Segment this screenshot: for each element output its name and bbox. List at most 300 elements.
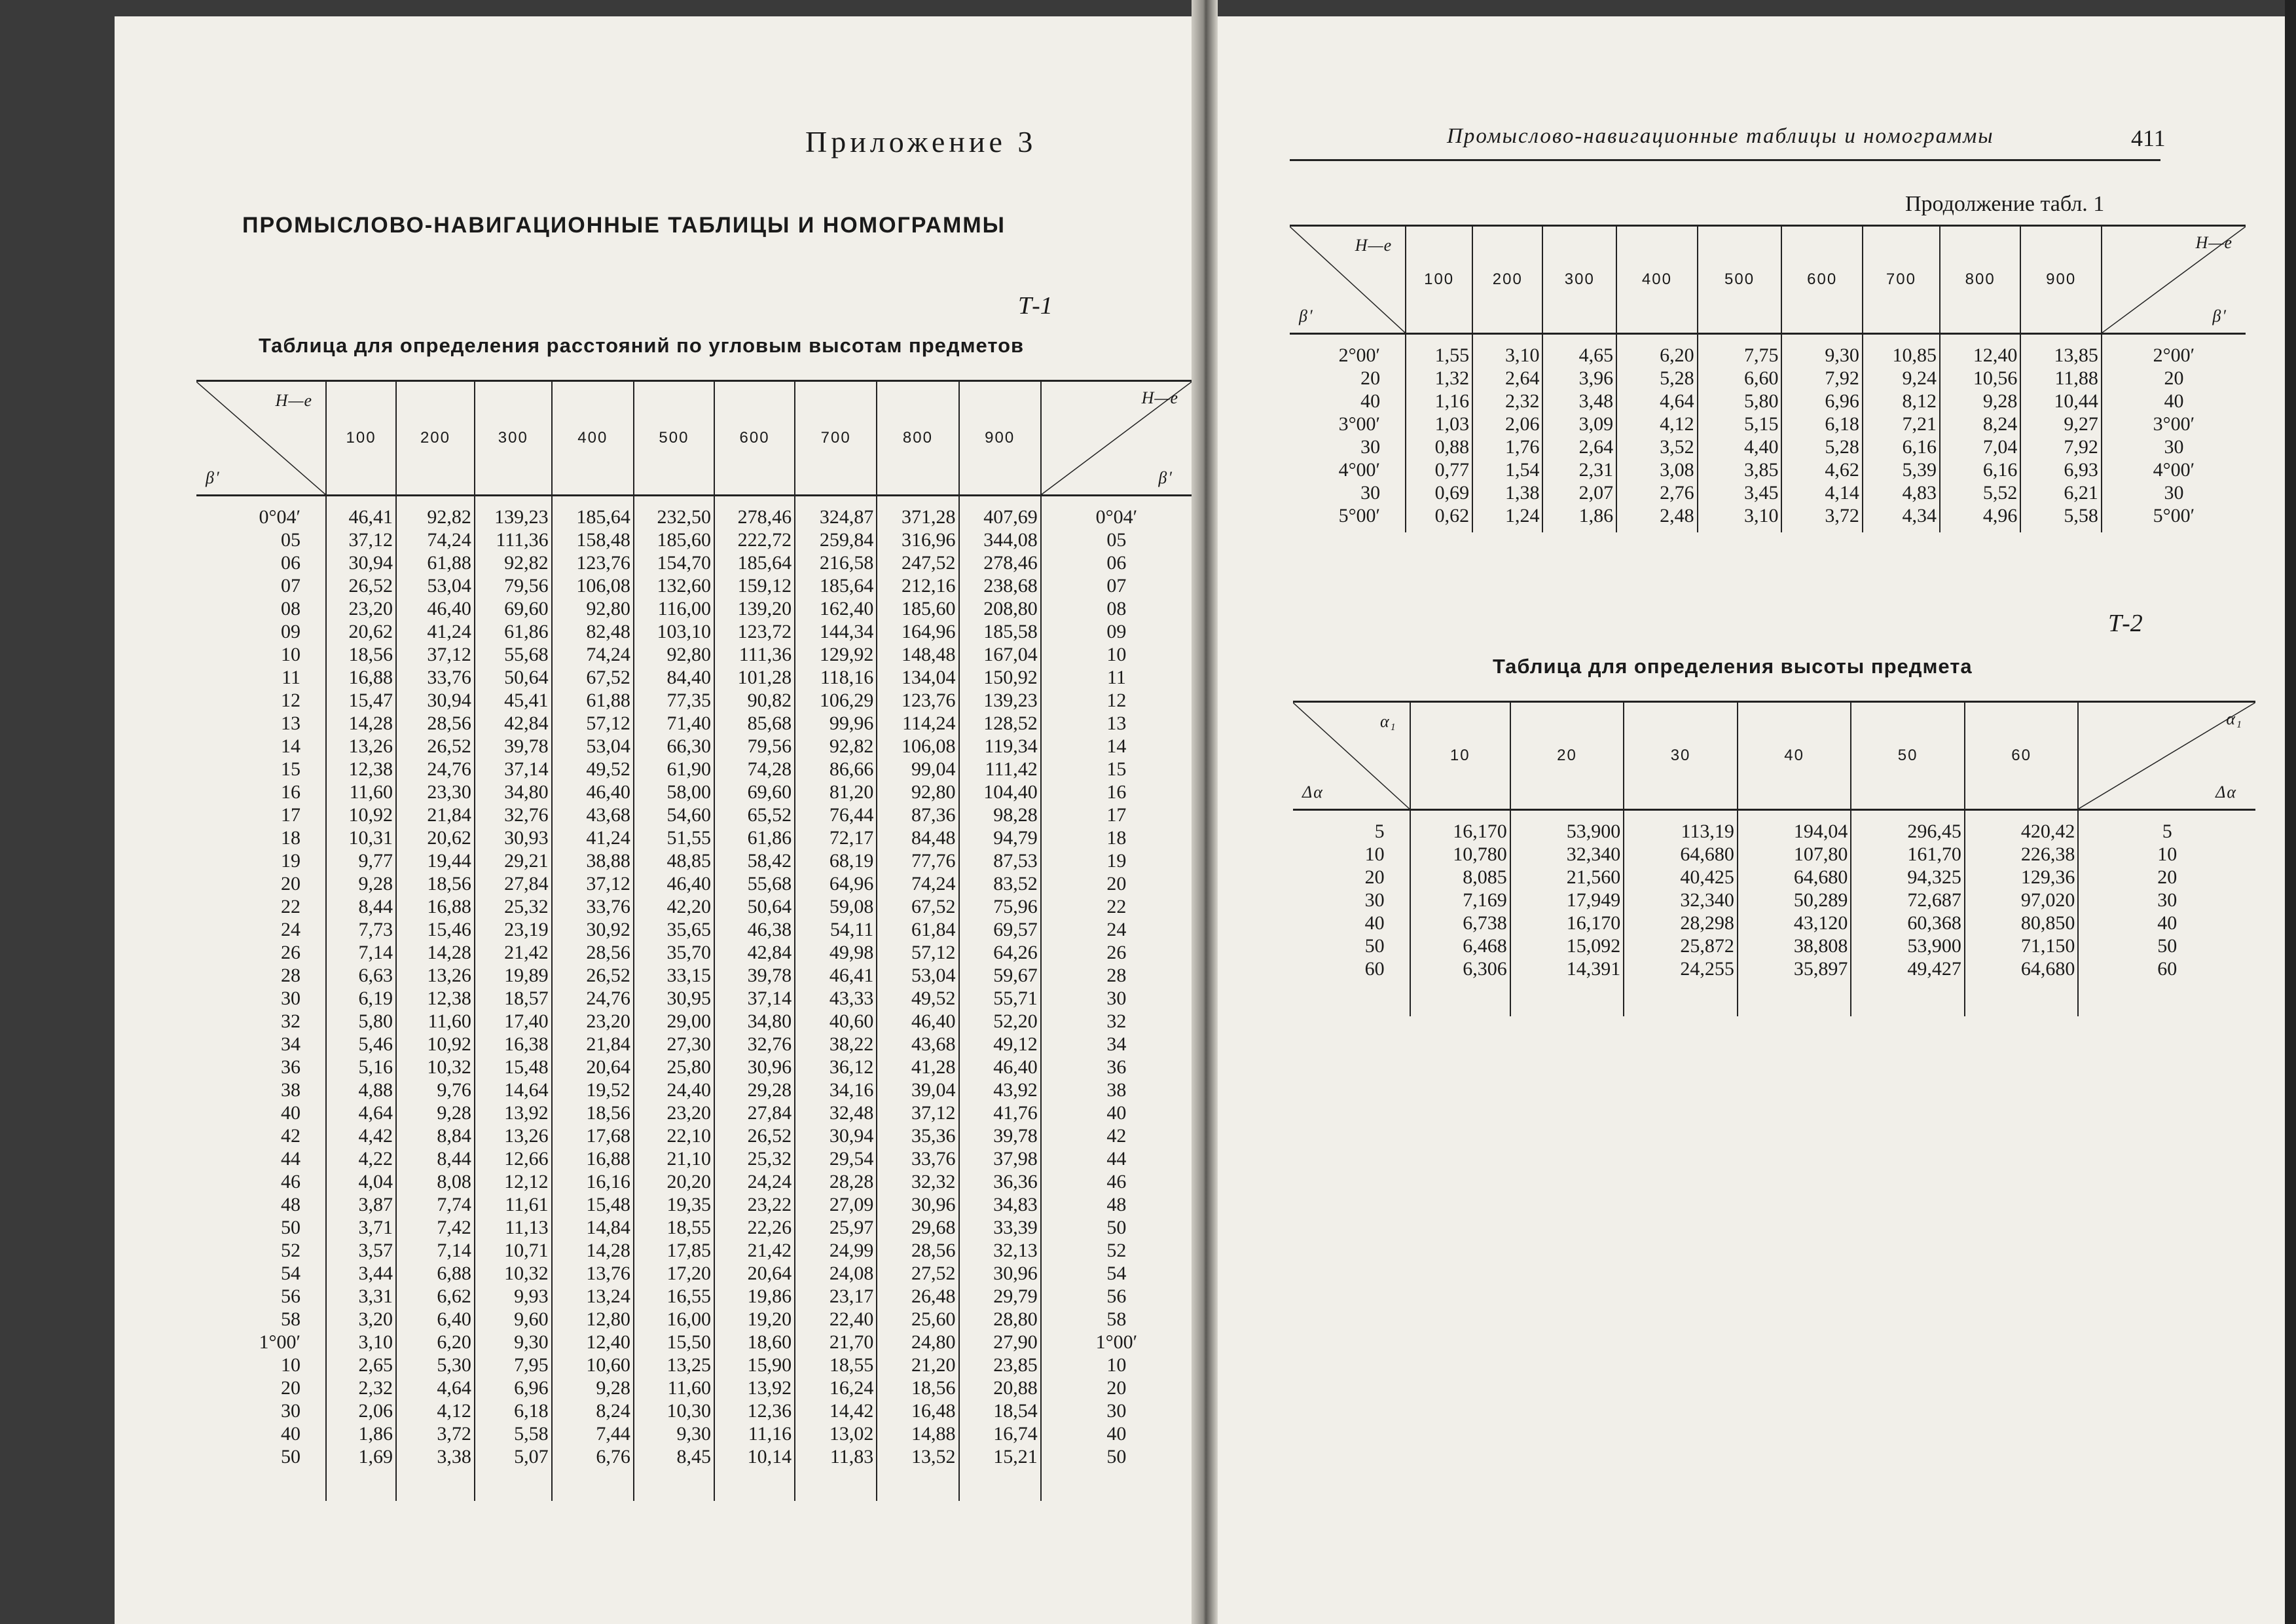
table-cell: 106,29	[795, 689, 877, 712]
table-cell: 25,872	[1624, 934, 1738, 957]
table-cell: 37,12	[552, 872, 634, 895]
row-label-left: 46	[281, 1171, 301, 1192]
corner-header-right	[1041, 381, 1192, 496]
column-header: 200	[396, 381, 475, 496]
table-cell: 83,52	[959, 872, 1041, 895]
table-cell: 71,40	[634, 712, 714, 735]
table-cell: 324,87	[795, 496, 877, 529]
table-cell: 3,44	[326, 1262, 396, 1285]
row-label-right: 18	[1041, 826, 1192, 849]
table-cell: 19,89	[475, 964, 552, 987]
table-cell: 10,60	[552, 1354, 634, 1376]
table-cell: 5,46	[326, 1033, 396, 1056]
table-cell: 11,60	[396, 1010, 475, 1033]
table-cell: 64,680	[1738, 866, 1851, 889]
table-cell: 2,48	[1616, 504, 1697, 527]
table-cell: 74,24	[877, 872, 958, 895]
table-cell: 8,24	[552, 1399, 634, 1422]
distance-table	[196, 380, 1192, 1501]
row-label-right: 36	[1041, 1056, 1192, 1079]
row-label-left: 24	[281, 919, 301, 940]
table-cell: 134,04	[877, 666, 958, 689]
row-label-left: 16	[281, 781, 301, 803]
table-cell: 64,680	[1624, 843, 1738, 866]
row-label-left: 19	[281, 850, 301, 872]
table-row	[196, 987, 1192, 1010]
column-header: 700	[795, 381, 877, 496]
table-cell: 85,68	[714, 712, 795, 735]
corner-header-right	[2102, 226, 2246, 334]
table-cell: 9,93	[475, 1285, 552, 1308]
table-cell: 16,170	[1410, 810, 1510, 843]
row-label-left: 3°00′	[1338, 413, 1381, 435]
table-cell: 5,28	[1781, 435, 1862, 458]
table-cell: 0,88	[1406, 435, 1472, 458]
table-cell: 0,62	[1406, 504, 1472, 527]
table-cell: 208,80	[959, 597, 1041, 620]
table-cell: 12,40	[552, 1331, 634, 1354]
table-cell: 11,83	[795, 1445, 877, 1468]
table-cell: 0,69	[1406, 481, 1472, 504]
table-cell: 21,84	[552, 1033, 634, 1056]
table-cell: 371,28	[877, 496, 958, 529]
table-cell: 82,48	[552, 620, 634, 643]
table-cell: 34,83	[959, 1193, 1041, 1216]
table-cell: 3,57	[326, 1239, 396, 1262]
row-label-left: 22	[281, 896, 301, 917]
table-row	[1290, 390, 2246, 413]
table-cell: 24,76	[396, 758, 475, 781]
table-cell: 10,32	[475, 1262, 552, 1285]
row-label-right: 06	[1041, 551, 1192, 574]
column-header: 100	[1406, 226, 1472, 334]
table-cell: 15,092	[1510, 934, 1624, 957]
table-cell: 11,60	[326, 781, 396, 803]
table-cell: 30,94	[326, 551, 396, 574]
table-row	[1290, 435, 2246, 458]
table-bottom-padding	[1290, 527, 2246, 532]
table-cell: 43,33	[795, 987, 877, 1010]
table-cell: 26,52	[714, 1124, 795, 1147]
table-cell: 32,13	[959, 1239, 1041, 1262]
left-page	[115, 16, 1193, 1624]
table-cell: 316,96	[877, 528, 958, 551]
table-row	[196, 551, 1192, 574]
table-cell: 9,77	[326, 849, 396, 872]
table-cell: 10,30	[634, 1399, 714, 1422]
table-cell: 194,04	[1738, 810, 1851, 843]
row-label-right: 38	[1041, 1079, 1192, 1101]
row-label-left: 07	[281, 575, 301, 597]
table-row	[196, 712, 1192, 735]
table-cell: 6,88	[396, 1262, 475, 1285]
table-cell: 4,62	[1781, 458, 1862, 481]
table-cell: 123,72	[714, 620, 795, 643]
table-cell: 247,52	[877, 551, 958, 574]
table-cell: 6,20	[1616, 334, 1697, 367]
table-cell: 34,16	[795, 1079, 877, 1101]
table-cell: 74,24	[396, 528, 475, 551]
empty-cell	[2102, 527, 2246, 532]
table-cell: 27,52	[877, 1262, 958, 1285]
table-cell: 13,26	[475, 1124, 552, 1147]
table-cell: 161,70	[1851, 843, 1965, 866]
row-label-right: 30	[2102, 435, 2246, 458]
empty-cell	[1616, 527, 1697, 532]
table-cell: 21,560	[1510, 866, 1624, 889]
table-cell: 107,80	[1738, 843, 1851, 866]
table-row	[196, 872, 1192, 895]
table-cell: 24,76	[552, 987, 634, 1010]
table-cell: 37,12	[877, 1101, 958, 1124]
table-cell: 20,64	[552, 1056, 634, 1079]
row-label-right: 09	[1041, 620, 1192, 643]
empty-cell	[1965, 980, 2079, 1016]
table-cell: 6,63	[326, 964, 396, 987]
row-label-right: 17	[1041, 803, 1192, 826]
table-cell: 61,90	[634, 758, 714, 781]
table-cell: 8,44	[396, 1147, 475, 1170]
table-cell: 61,84	[877, 918, 958, 941]
row-label-left: 18	[281, 827, 301, 849]
table-cell: 33,39	[959, 1216, 1041, 1239]
table-cell: 10,780	[1410, 843, 1510, 866]
table-cell: 4,40	[1698, 435, 1782, 458]
table-cell: 37,12	[396, 643, 475, 666]
table-cell: 238,68	[959, 574, 1041, 597]
table-cell: 72,17	[795, 826, 877, 849]
table-cell: 23,85	[959, 1354, 1041, 1376]
table-cell: 59,67	[959, 964, 1041, 987]
table-cell: 19,20	[714, 1308, 795, 1331]
row-label-right: 40	[1041, 1101, 1192, 1124]
table-row	[1290, 334, 2246, 367]
corner-bottom-label: β′	[2212, 306, 2227, 325]
table-cell: 45,41	[475, 689, 552, 712]
table-row	[1293, 866, 2255, 889]
table-row	[196, 1033, 1192, 1056]
corner-bottom-label: β′	[1299, 306, 1314, 325]
table-cell: 4,04	[326, 1170, 396, 1193]
table-cell: 17,68	[552, 1124, 634, 1147]
corner-bottom-label: β′	[206, 468, 221, 487]
table-row	[1290, 458, 2246, 481]
table-row	[196, 666, 1192, 689]
table-cell: 23,19	[475, 918, 552, 941]
table-cell: 5,30	[396, 1354, 475, 1376]
empty-cell	[552, 1468, 634, 1501]
table-cell: 4,96	[1940, 504, 2020, 527]
table-cell: 97,020	[1965, 889, 2079, 912]
column-header: 100	[326, 381, 396, 496]
empty-cell	[714, 1468, 795, 1501]
table-cell: 27,09	[795, 1193, 877, 1216]
table-cell: 23,20	[326, 597, 396, 620]
row-label-right: 42	[1041, 1124, 1192, 1147]
row-label-left: 44	[281, 1148, 301, 1170]
appendix-label: Приложение 3	[805, 125, 1037, 158]
table-cell: 222,72	[714, 528, 795, 551]
table-cell: 38,808	[1738, 934, 1851, 957]
table-cell: 53,04	[552, 735, 634, 758]
corner-header-left	[196, 381, 326, 496]
table-cell: 9,24	[1863, 367, 1940, 390]
table-cell: 74,24	[552, 643, 634, 666]
table-cell: 15,48	[552, 1193, 634, 1216]
table-cell: 24,08	[795, 1262, 877, 1285]
row-label-right: 56	[1041, 1285, 1192, 1308]
table-cell: 4,22	[326, 1147, 396, 1170]
table-cell: 18,56	[326, 643, 396, 666]
table-cell: 16,24	[795, 1376, 877, 1399]
table-cell: 9,76	[396, 1079, 475, 1101]
table-cell: 4,64	[1616, 390, 1697, 413]
empty-cell	[877, 1468, 958, 1501]
table-cell: 4,88	[326, 1079, 396, 1101]
table-cell: 2,65	[326, 1354, 396, 1376]
table-cell: 5,16	[326, 1056, 396, 1079]
column-header: 900	[2020, 226, 2101, 334]
table-cell: 53,04	[396, 574, 475, 597]
table-caption-t2: Таблица для определения высоты предмета	[1493, 655, 1973, 678]
row-label-left: 20	[281, 1377, 301, 1399]
table-cell: 16,48	[877, 1399, 958, 1422]
table-cell: 16,88	[396, 895, 475, 918]
table-cell: 41,76	[959, 1101, 1041, 1124]
table-cell: 10,92	[396, 1033, 475, 1056]
table-cell: 6,20	[396, 1331, 475, 1354]
table-cell: 4,64	[326, 1101, 396, 1124]
table-cell: 111,36	[714, 643, 795, 666]
empty-cell	[326, 1468, 396, 1501]
table-cell: 20,62	[326, 620, 396, 643]
table-cell: 3,09	[1542, 413, 1616, 435]
empty-cell	[634, 1468, 714, 1501]
table-cell: 18,60	[714, 1331, 795, 1354]
table-cell: 3,10	[1472, 334, 1542, 367]
table-cell: 14,28	[552, 1239, 634, 1262]
row-label-left: 26	[281, 942, 301, 963]
column-header: 800	[1940, 226, 2020, 334]
table-cell: 90,82	[714, 689, 795, 712]
table-cell: 3,08	[1616, 458, 1697, 481]
table-row	[196, 1354, 1192, 1376]
row-label-left: 11	[282, 667, 301, 688]
table-cell: 35,70	[634, 941, 714, 964]
table-cell: 5,58	[475, 1422, 552, 1445]
table-cell: 4,34	[1863, 504, 1940, 527]
table-cell: 49,12	[959, 1033, 1041, 1056]
empty-cell	[1510, 980, 1624, 1016]
table-cell: 77,76	[877, 849, 958, 872]
table-cell: 50,64	[714, 895, 795, 918]
column-header: 700	[1863, 226, 1940, 334]
table-cell: 16,88	[552, 1147, 634, 1170]
table-cell: 12,12	[475, 1170, 552, 1193]
table-row	[196, 1216, 1192, 1239]
row-label-left: 40	[281, 1102, 301, 1124]
table-cell: 20,20	[634, 1170, 714, 1193]
row-label-right: 12	[1041, 689, 1192, 712]
table-cell: 30,95	[634, 987, 714, 1010]
table-cell: 29,00	[634, 1010, 714, 1033]
table-cell: 26,52	[326, 574, 396, 597]
column-header: 600	[1781, 226, 1862, 334]
table-cell: 6,96	[1781, 390, 1862, 413]
table-cell: 38,88	[552, 849, 634, 872]
row-label-right: 3°00′	[2102, 413, 2246, 435]
table-cell: 10,92	[326, 803, 396, 826]
table-cell: 24,99	[795, 1239, 877, 1262]
table-cell: 33,15	[634, 964, 714, 987]
table-cell: 21,10	[634, 1147, 714, 1170]
empty-cell	[1940, 527, 2020, 532]
row-label-left: 13	[281, 712, 301, 734]
table-cell: 99,96	[795, 712, 877, 735]
table-cell: 9,28	[1940, 390, 2020, 413]
table-cell: 14,84	[552, 1216, 634, 1239]
table-cell: 32,76	[475, 803, 552, 826]
row-label-left: 14	[281, 735, 301, 757]
row-label-right: 24	[1041, 918, 1192, 941]
table-cell: 10,44	[2020, 390, 2101, 413]
table-cell: 344,08	[959, 528, 1041, 551]
row-label-left: 60	[1364, 958, 1385, 980]
row-label-right: 5	[2078, 810, 2255, 843]
column-header: 10	[1410, 702, 1510, 810]
table-cell: 14,28	[326, 712, 396, 735]
row-label-right: 19	[1041, 849, 1192, 872]
table-cell: 81,20	[795, 781, 877, 803]
table-cell: 132,60	[634, 574, 714, 597]
table-cell: 111,36	[475, 528, 552, 551]
table-cell: 27,84	[714, 1101, 795, 1124]
table-cell: 49,52	[552, 758, 634, 781]
table-cell: 9,30	[1781, 334, 1862, 367]
table-cell: 46,41	[795, 964, 877, 987]
row-label-right: 54	[1041, 1262, 1192, 1285]
column-header: 600	[714, 381, 795, 496]
table-cell: 8,45	[634, 1445, 714, 1468]
table-cell: 33,76	[396, 666, 475, 689]
table-cell: 154,70	[634, 551, 714, 574]
table-cell: 148,48	[877, 643, 958, 666]
table-cell: 212,16	[877, 574, 958, 597]
table-cell: 15,48	[475, 1056, 552, 1079]
row-label-right: 30	[2078, 889, 2255, 912]
table-cell: 11,16	[714, 1422, 795, 1445]
table-cell: 11,60	[634, 1376, 714, 1399]
row-label-right: 08	[1041, 597, 1192, 620]
table-row	[196, 1101, 1192, 1124]
empty-cell	[1851, 980, 1965, 1016]
height-table	[1293, 701, 2255, 1016]
table-row	[1293, 912, 2255, 934]
row-label-right: 32	[1041, 1010, 1192, 1033]
table-cell: 7,44	[552, 1422, 634, 1445]
table-cell: 150,92	[959, 666, 1041, 689]
table-cell: 43,68	[552, 803, 634, 826]
empty-cell	[1293, 980, 1410, 1016]
table-cell: 9,30	[634, 1422, 714, 1445]
table-cell: 420,42	[1965, 810, 2079, 843]
table-cell: 9,30	[475, 1331, 552, 1354]
table-row	[196, 528, 1192, 551]
table-cell: 46,41	[326, 496, 396, 529]
table-cell: 39,78	[959, 1124, 1041, 1147]
table-cell: 13,76	[552, 1262, 634, 1285]
table-cell: 6,96	[475, 1376, 552, 1399]
row-label-right: 14	[1041, 735, 1192, 758]
table-cell: 11,88	[2020, 367, 2101, 390]
table-cell: 9,60	[475, 1308, 552, 1331]
row-label-right: 10	[1041, 643, 1192, 666]
table-cell: 1,54	[1472, 458, 1542, 481]
table-cell: 64,680	[1965, 957, 2079, 980]
table-cell: 39,78	[714, 964, 795, 987]
table-cell: 92,80	[877, 781, 958, 803]
row-label-right: 2°00′	[2102, 334, 2246, 367]
table-cell: 118,16	[795, 666, 877, 689]
table-cell: 17,949	[1510, 889, 1624, 912]
table-cell: 35,65	[634, 918, 714, 941]
row-label-left: 17	[281, 804, 301, 826]
row-label-left: 09	[281, 621, 301, 642]
table-row	[196, 918, 1192, 941]
table-row	[1293, 957, 2255, 980]
row-label-right: 1°00′	[1041, 1331, 1192, 1354]
row-label-right: 22	[1041, 895, 1192, 918]
table-cell: 2,64	[1472, 367, 1542, 390]
row-label-right: 28	[1041, 964, 1192, 987]
table-cell: 20,62	[396, 826, 475, 849]
column-header: 900	[959, 381, 1041, 496]
row-label-right: 52	[1041, 1239, 1192, 1262]
table-cell: 18,56	[552, 1101, 634, 1124]
table-cell: 84,48	[877, 826, 958, 849]
table-cell: 34,80	[714, 1010, 795, 1033]
table-cell: 16,88	[326, 666, 396, 689]
row-label-left: 56	[281, 1285, 301, 1307]
table-cell: 7,14	[326, 941, 396, 964]
row-label-left: 54	[281, 1263, 301, 1284]
table-cell: 144,34	[795, 620, 877, 643]
table-cell: 20,88	[959, 1376, 1041, 1399]
table-cell: 42,20	[634, 895, 714, 918]
table-cell: 6,93	[2020, 458, 2101, 481]
table-row	[196, 1239, 1192, 1262]
row-label-left: 58	[281, 1308, 301, 1330]
empty-cell	[1410, 980, 1510, 1016]
table-cell: 77,35	[634, 689, 714, 712]
table-cell: 15,50	[634, 1331, 714, 1354]
table-cell: 10,56	[1940, 367, 2020, 390]
row-label-left: 50	[281, 1446, 301, 1467]
table-cell: 26,52	[396, 735, 475, 758]
row-label-left: 10	[281, 644, 301, 665]
table-cell: 23,22	[714, 1193, 795, 1216]
table-cell: 65,52	[714, 803, 795, 826]
table-cell: 10,31	[326, 826, 396, 849]
table-row	[196, 620, 1192, 643]
row-label-right: 10	[1041, 1354, 1192, 1376]
table-cell: 1,24	[1472, 504, 1542, 527]
table-cell: 1,55	[1406, 334, 1472, 367]
table-cell: 40,425	[1624, 866, 1738, 889]
column-header: 800	[877, 381, 958, 496]
table-cell: 21,42	[475, 941, 552, 964]
table-row	[196, 803, 1192, 826]
